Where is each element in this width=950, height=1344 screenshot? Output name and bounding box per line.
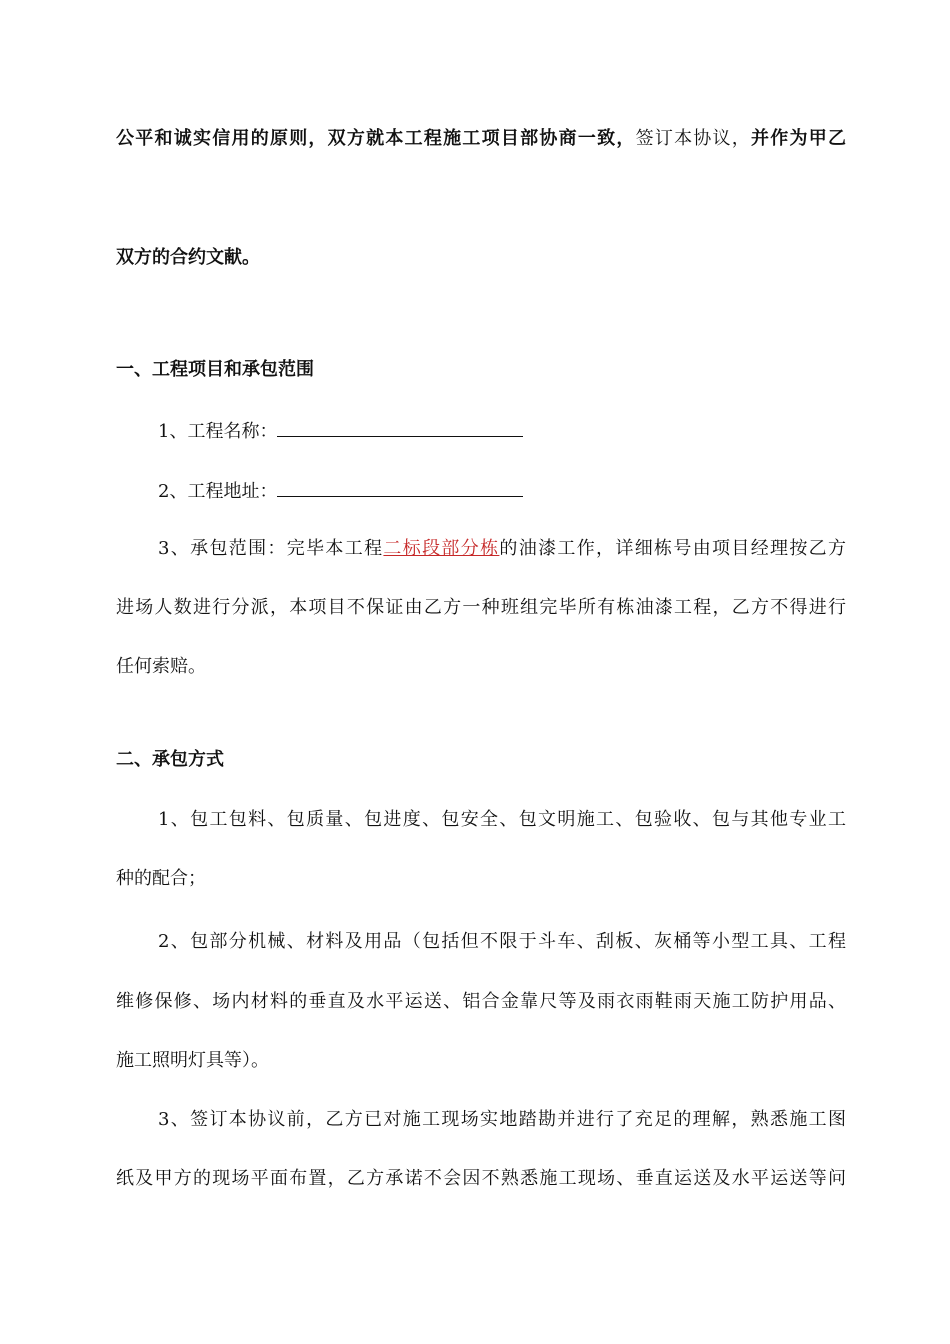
project-address-label: 2、工程地址： (158, 481, 278, 502)
section1-item1 (158, 418, 523, 444)
section2-item3-line2: 纸及甲方的现场平面布置，乙方承诺不会因不熟悉施工现场、垂直运送及水平运送等问 (116, 1168, 846, 1189)
section2-item3-line1: 3、签订本协议前，乙方已对施工现场实地踏勘并进行了充足的理解，熟悉施工图 (158, 1109, 846, 1130)
section2-item2-line2: 维修保修、场内材料的垂直及水平运送、铝合金靠尺等及雨衣雨鞋雨天施工防护用品、 (116, 991, 846, 1012)
section2-item2-line3: 施工照明灯具等）。 (116, 1050, 269, 1071)
intro-line-1-a: 公平和诚实信用的原则，双方就本工程施工项目部协商一致， (116, 128, 636, 149)
section1-item3-line1 (158, 537, 846, 561)
scope-text-a: 3、承包范围：完毕本工程 (158, 538, 384, 559)
section2-heading: 二、承包方式 (116, 749, 224, 770)
scope-text-b: 的油漆工作，详细栋号由项目经理按乙方 (499, 538, 847, 559)
section1-heading: 一、工程项目和承包范围 (116, 359, 314, 380)
section1-item2 (158, 478, 523, 504)
intro-line-1-b: 签订本协议， (635, 128, 752, 149)
intro-line-2: 双方的合约文献。 (116, 247, 260, 268)
section1-item3-line2: 进场人数进行分派，本项目不保证由乙方一种班组完毕所有栋油漆工程，乙方不得进行 (116, 597, 846, 618)
project-name-blank (277, 418, 523, 437)
section2-item2-line1: 2、包部分机械、材料及用品（包括但不限于斗车、刮板、灰桶等小型工具、工程 (158, 931, 846, 952)
intro-line-1-c: 并作为甲乙 (751, 128, 847, 149)
project-address-blank (277, 478, 523, 497)
scope-highlight: 二标段部分栋 (383, 538, 500, 559)
section1-item3-line3: 任何索赔。 (116, 656, 206, 677)
section2-item1-line1: 1、包工包料、包质量、包进度、包安全、包文明施工、包验收、包与其他专业工 (158, 809, 846, 830)
section2-item1-line2: 种的配合； (116, 868, 206, 889)
intro-line-1 (116, 127, 846, 151)
project-name-label: 1、工程名称： (158, 421, 278, 442)
